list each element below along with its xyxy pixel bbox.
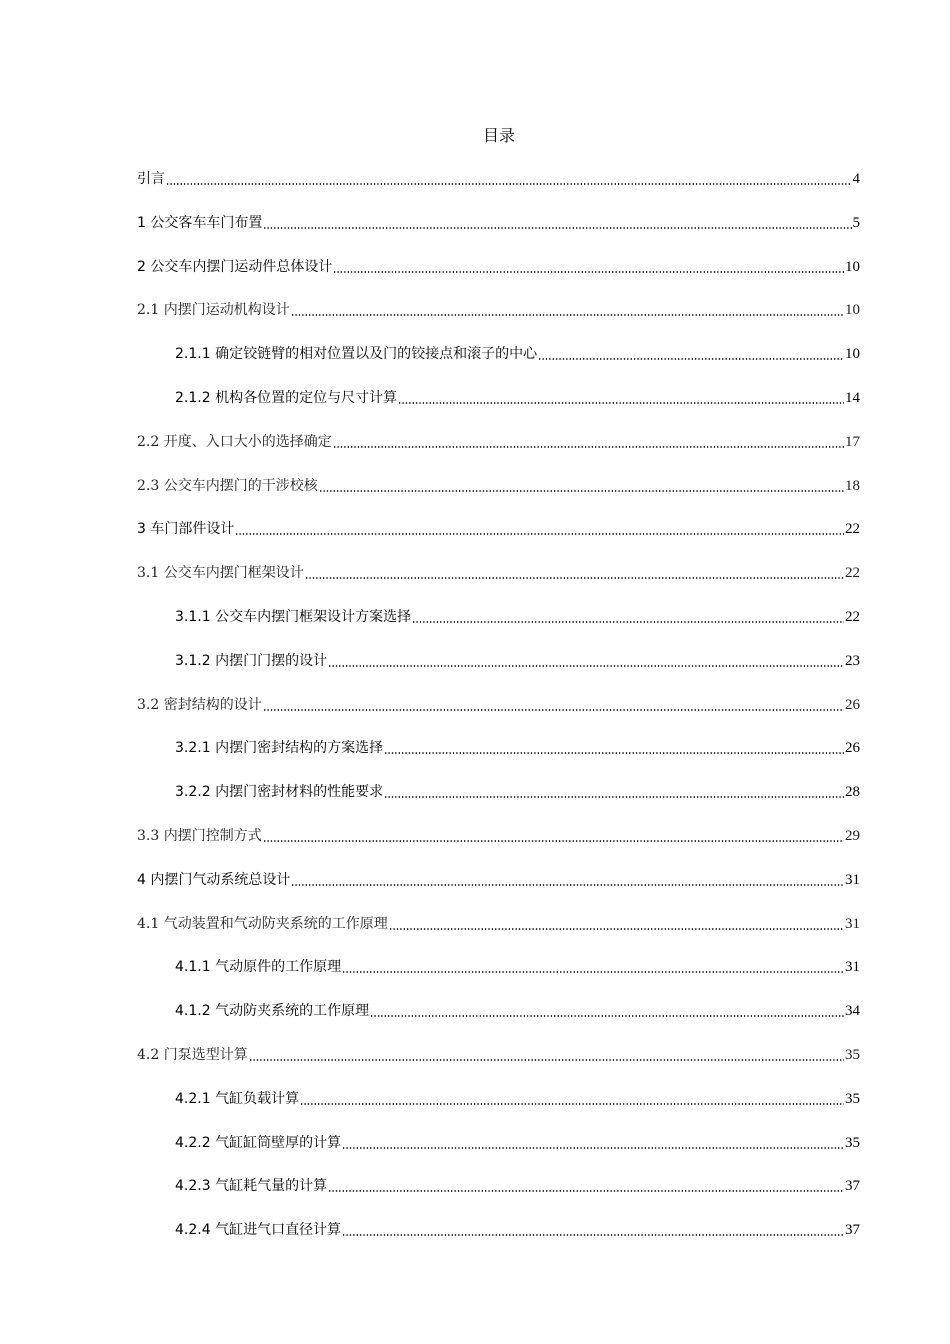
toc-entry-page: 35 — [845, 1090, 860, 1107]
toc-entry-page: 5 — [852, 214, 860, 231]
toc-entry-page: 22 — [845, 521, 860, 538]
toc-entry[interactable] — [175, 998, 860, 1020]
toc-entry-page: 37 — [845, 1178, 860, 1195]
toc-entry-title: 4 内摆门气动系统总设计 — [137, 871, 291, 888]
toc-entry-page: 17 — [845, 433, 860, 450]
toc-dot-leader — [333, 271, 844, 273]
toc-entry-title: 3 车门部件设计 — [137, 521, 235, 538]
toc-entry[interactable] — [137, 297, 860, 319]
toc-entry[interactable] — [137, 429, 860, 451]
toc-entry-page: 18 — [845, 477, 860, 494]
toc-dot-leader — [166, 183, 852, 185]
page-title: 目录 — [482, 126, 515, 145]
toc-entry[interactable] — [137, 210, 860, 232]
toc-entry[interactable] — [137, 867, 860, 889]
toc-entry-page: 37 — [845, 1222, 860, 1239]
toc-dot-leader — [412, 621, 844, 623]
toc-entry-title: 2.2 开度、入口大小的选择确定 — [137, 433, 332, 450]
toc-entry-title: 3.1.2 内摆门门摆的设计 — [175, 652, 328, 669]
toc-entry[interactable] — [137, 823, 860, 845]
toc-entry-page: 4 — [852, 171, 860, 187]
toc-entry-title: 1 公交客车车门布置 — [137, 214, 263, 231]
toc-dot-leader — [291, 314, 844, 316]
toc-entry-title: 4.2.1 气缸负载计算 — [175, 1090, 300, 1107]
toc-entry-page: 10 — [845, 302, 860, 319]
toc-entry[interactable] — [137, 166, 860, 188]
toc-dot-leader — [328, 665, 844, 667]
toc-dot-leader — [328, 1190, 844, 1192]
toc-entry-title: 4.1 气动装置和气动防夹系统的工作原理 — [137, 915, 388, 932]
toc-entry[interactable] — [137, 560, 860, 582]
toc-entry-title: 引言 — [137, 171, 165, 187]
toc-dot-leader — [263, 227, 851, 229]
toc-entry[interactable] — [175, 341, 860, 363]
toc-entry[interactable] — [137, 473, 860, 495]
toc-entry-title: 3.2.1 内摆门密封结构的方案选择 — [175, 740, 384, 757]
toc-entry[interactable] — [137, 516, 860, 538]
toc-entry[interactable] — [175, 648, 860, 670]
toc-entry[interactable] — [175, 1130, 860, 1152]
toc-entry-page: 23 — [845, 652, 860, 669]
toc-entry-page: 35 — [845, 1047, 860, 1063]
toc-dot-leader — [319, 490, 844, 492]
toc-entry[interactable] — [175, 1217, 860, 1239]
toc-dot-leader — [305, 577, 844, 579]
toc-entry-title: 3.3 内摆门控制方式 — [137, 828, 262, 844]
toc-entry[interactable] — [137, 254, 860, 276]
toc-dot-leader — [263, 840, 844, 842]
toc-entry-page: 10 — [845, 258, 860, 275]
toc-dot-leader — [398, 402, 844, 404]
toc-entry-title: 2.1.2 机构各位置的定位与尺寸计算 — [175, 390, 398, 406]
toc-entry[interactable] — [175, 1086, 860, 1108]
toc-entry-title: 4.1.2 气动防夹系统的工作原理 — [175, 1003, 370, 1020]
toc-dot-leader — [370, 1015, 844, 1017]
toc-entry-page: 31 — [845, 871, 860, 888]
toc-entry-title: 4.2 门泵选型计算 — [137, 1047, 248, 1063]
toc-dot-leader — [235, 533, 844, 535]
toc-dot-leader — [291, 884, 844, 886]
toc-dot-leader — [342, 1147, 844, 1149]
toc-entry-page: 22 — [845, 609, 860, 625]
toc-entry-page: 10 — [845, 346, 860, 363]
toc-dot-leader — [538, 358, 844, 360]
toc-entry[interactable] — [175, 779, 860, 801]
toc-entry-page: 28 — [845, 784, 860, 801]
toc-entry-page: 22 — [845, 565, 860, 582]
toc-entry-title: 4.2.2 气缸缸筒壁厚的计算 — [175, 1134, 342, 1151]
toc-entry-page: 31 — [845, 959, 860, 976]
toc-entry-title: 3.2.2 内摆门密封材料的性能要求 — [175, 784, 384, 801]
toc-dot-leader — [384, 796, 844, 798]
toc-entry-page: 14 — [845, 390, 860, 406]
toc-entry[interactable] — [175, 954, 860, 976]
toc-dot-leader — [333, 446, 844, 448]
toc-entry-page: 34 — [845, 1003, 860, 1020]
toc-entry-title: 2.3 公交车内摆门的干涉校核 — [137, 477, 318, 494]
toc-dot-leader — [342, 971, 844, 973]
toc-entry-title: 2.1 内摆门运动机构设计 — [137, 302, 290, 319]
toc-entry-title: 2 公交车内摆门运动件总体设计 — [137, 258, 333, 275]
toc-dot-leader — [342, 1234, 844, 1236]
toc-entry[interactable] — [137, 692, 860, 714]
toc-entry-page: 26 — [845, 696, 860, 713]
toc-entry[interactable] — [137, 911, 860, 933]
toc-dot-leader — [300, 1103, 844, 1105]
toc-dot-leader — [384, 752, 844, 754]
toc-dot-leader — [263, 709, 844, 711]
toc-entry[interactable] — [175, 385, 860, 407]
toc-entry-title: 4.2.4 气缸进气口直径计算 — [175, 1222, 342, 1239]
toc-entry-page: 29 — [845, 828, 860, 844]
toc-entry[interactable] — [175, 735, 860, 757]
toc-entry-page: 26 — [845, 740, 860, 757]
toc-entry[interactable] — [175, 1173, 860, 1195]
toc-dot-leader — [389, 928, 844, 930]
toc-entry-title: 3.1 公交车内摆门框架设计 — [137, 565, 304, 582]
toc-entry-title: 4.1.1 气动原件的工作原理 — [175, 959, 342, 976]
toc-entry-title: 3.1.1 公交车内摆门框架设计方案选择 — [175, 609, 412, 625]
toc-entry-title: 2.1.1 确定铰链臂的相对位置以及门的铰接点和滚子的中心 — [175, 346, 538, 363]
toc-dot-leader — [249, 1059, 844, 1061]
toc-entry[interactable] — [137, 1042, 860, 1064]
toc-entry-title: 3.2 密封结构的设计 — [137, 696, 262, 713]
toc-entry-page: 35 — [845, 1134, 860, 1151]
toc-entry[interactable] — [175, 604, 860, 626]
toc-entry-page: 31 — [845, 915, 860, 932]
toc-entry-title: 4.2.3 气缸耗气量的计算 — [175, 1178, 328, 1195]
